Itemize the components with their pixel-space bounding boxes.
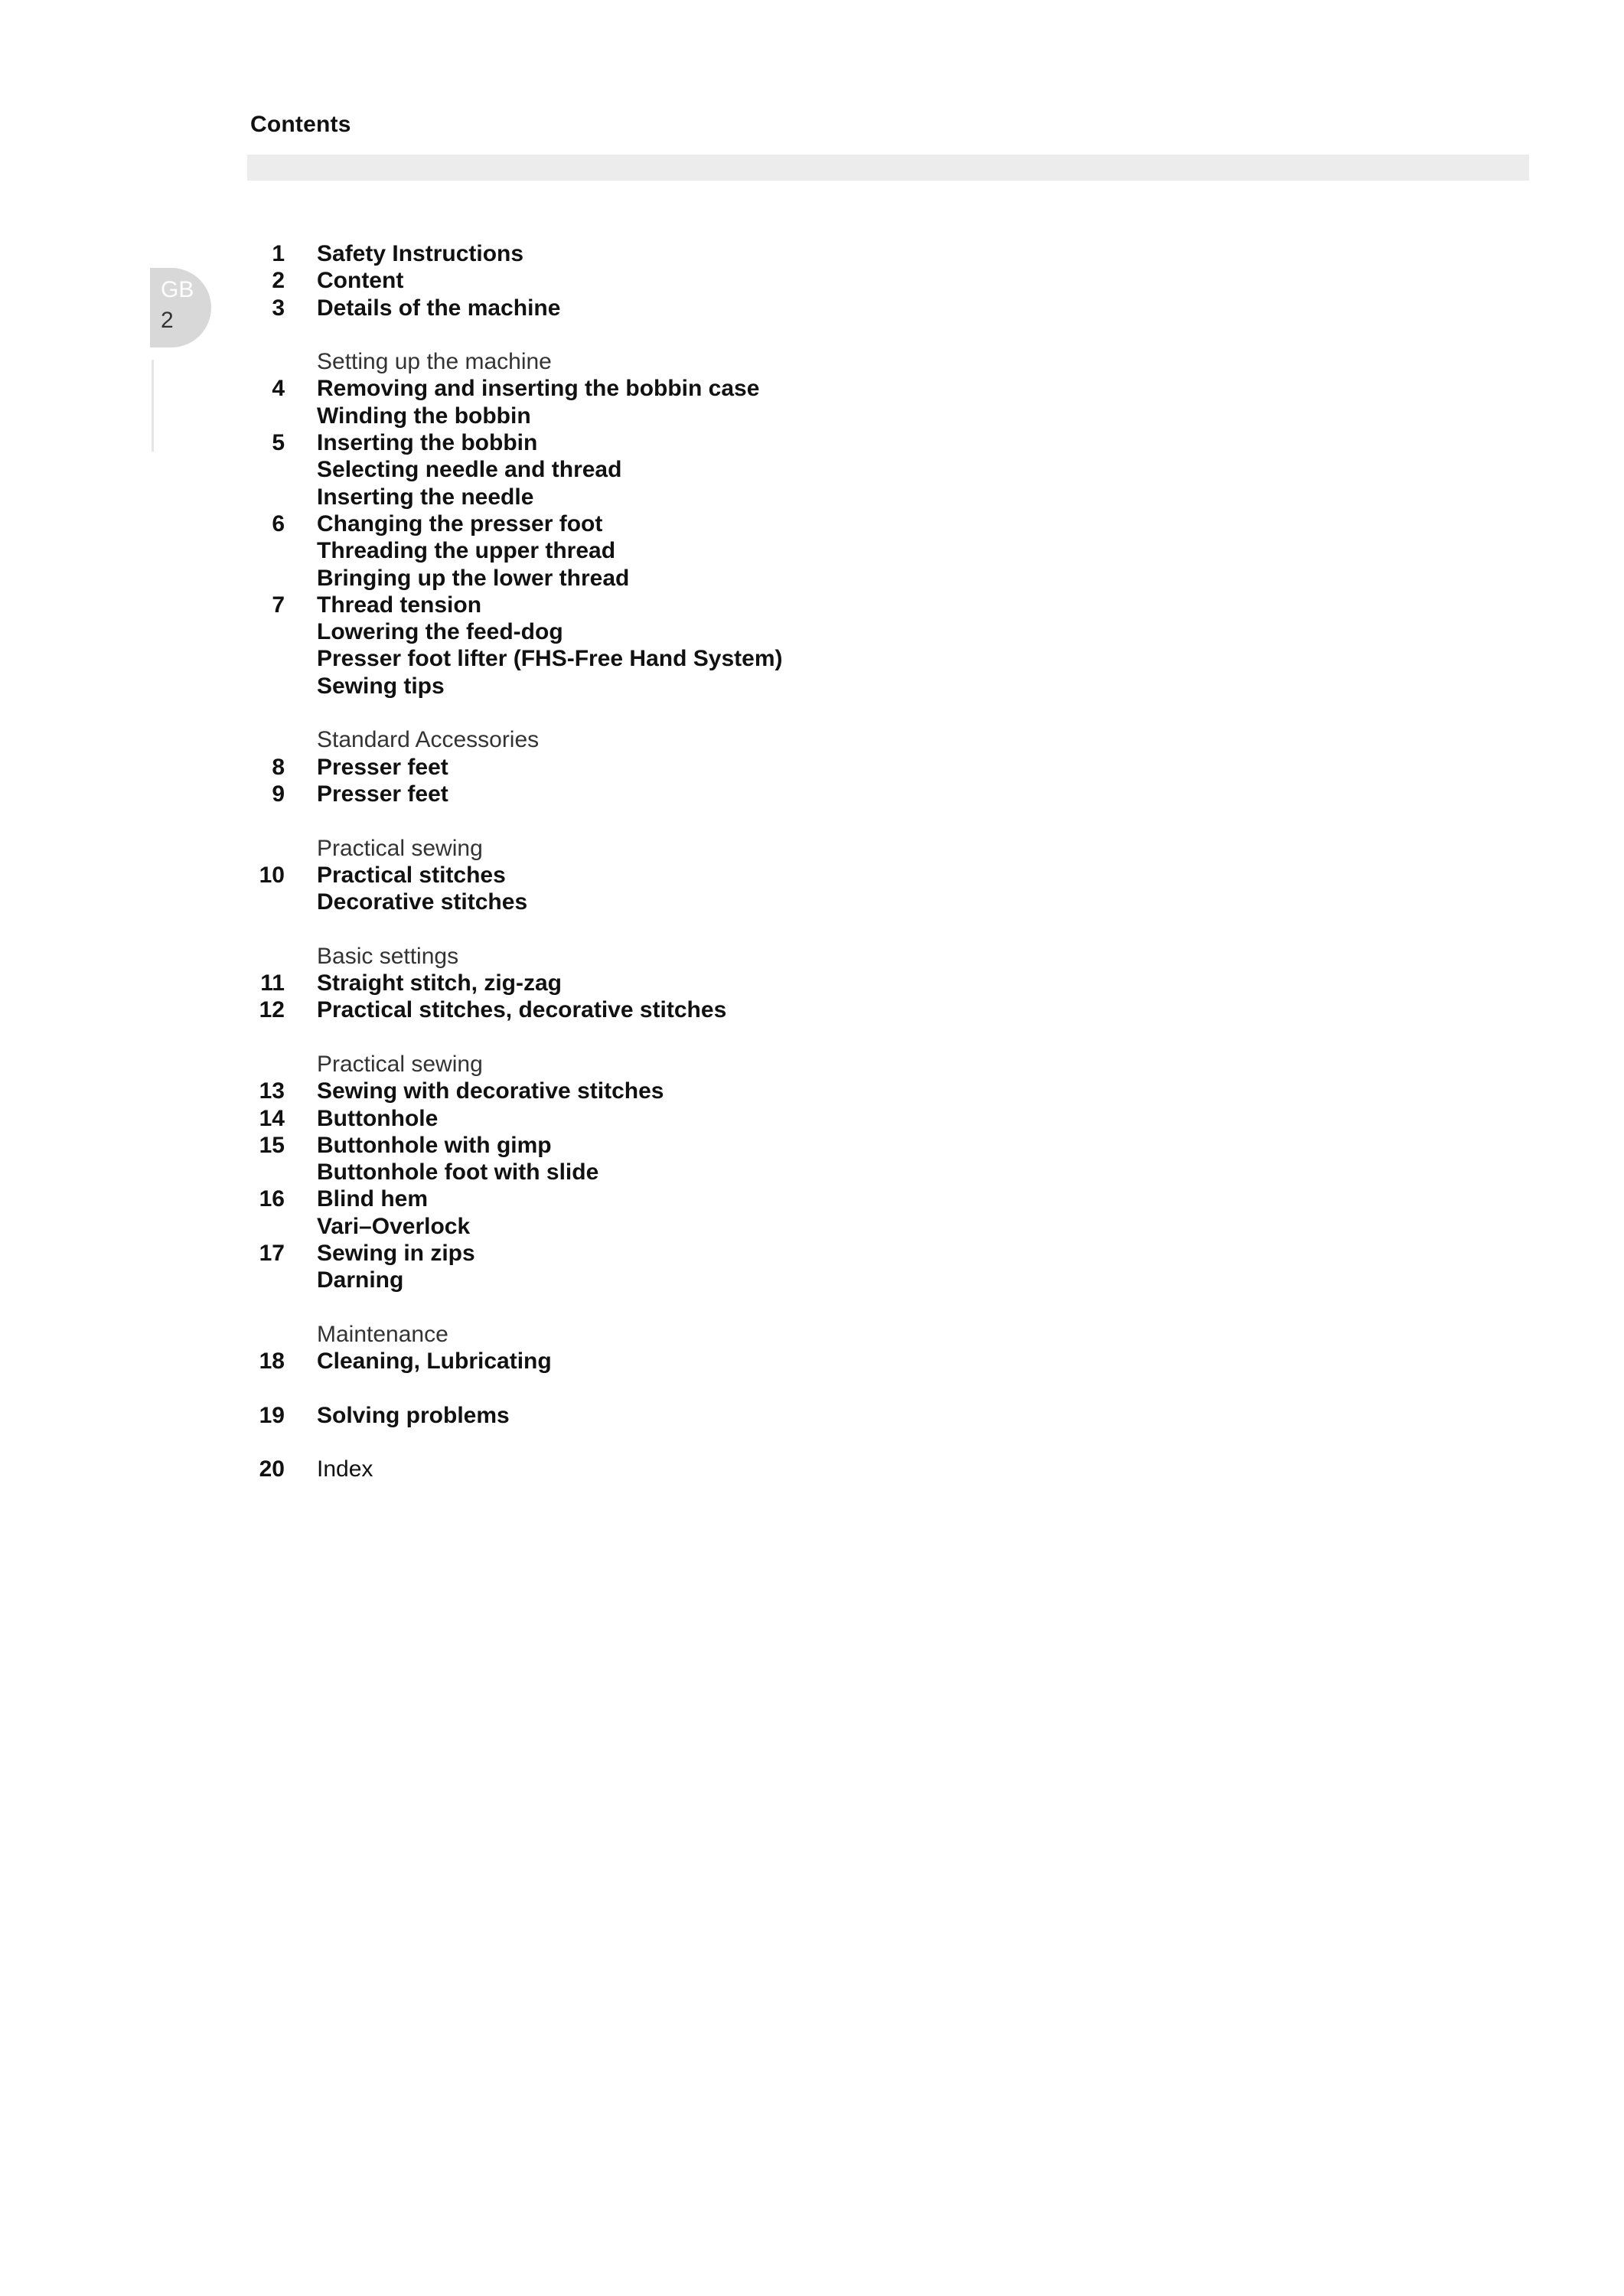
toc-entry bbox=[230, 267, 1301, 294]
toc-section-label: Basic settings bbox=[317, 943, 459, 969]
toc-entry-label: Solving problems bbox=[317, 1402, 510, 1428]
toc-entry bbox=[230, 781, 1301, 807]
toc-page-number: 17 bbox=[259, 1240, 285, 1266]
toc-entry-label: Presser feet bbox=[317, 754, 448, 780]
toc-entry bbox=[230, 375, 1301, 402]
toc-page-number: 4 bbox=[272, 376, 285, 402]
toc-entry-label: Buttonhole with gimp bbox=[317, 1132, 552, 1158]
header-bar bbox=[247, 155, 1529, 181]
toc-entry bbox=[230, 1078, 1301, 1104]
toc-section-label: Maintenance bbox=[317, 1321, 448, 1347]
page-title: Contents bbox=[250, 112, 351, 137]
toc-entry bbox=[230, 429, 1301, 456]
toc-entry bbox=[230, 1186, 1301, 1212]
toc-entry-label: Inserting the needle bbox=[317, 484, 534, 510]
toc-section-label: Standard Accessories bbox=[317, 727, 540, 753]
toc-entry-label: Decorative stitches bbox=[317, 889, 528, 915]
toc-section-heading bbox=[230, 348, 1301, 375]
toc-page-number: 5 bbox=[272, 430, 285, 456]
toc-entry bbox=[230, 240, 1301, 267]
page-number: 2 bbox=[161, 308, 174, 333]
toc-entry-label: Details of the machine bbox=[317, 295, 561, 321]
toc-spacer bbox=[230, 915, 1301, 942]
toc-page-number: 16 bbox=[259, 1186, 285, 1212]
toc-spacer bbox=[230, 1429, 1301, 1456]
toc-entry bbox=[230, 1267, 1301, 1293]
toc-entry-label: Removing and inserting the bobbin case bbox=[317, 376, 760, 402]
language-tab bbox=[150, 268, 211, 347]
toc-entry-label: Thread tension bbox=[317, 592, 482, 618]
toc-page-number: 18 bbox=[259, 1349, 285, 1375]
toc-spacer bbox=[230, 807, 1301, 834]
toc-entry bbox=[230, 565, 1301, 592]
toc-page-number: 8 bbox=[272, 754, 285, 780]
toc-entry-label: Practical stitches bbox=[317, 862, 506, 888]
toc-section-label: Setting up the machine bbox=[317, 349, 552, 375]
toc-entry bbox=[230, 1105, 1301, 1132]
toc-entry-label: Sewing in zips bbox=[317, 1240, 475, 1266]
toc-entry-label: Sewing with decorative stitches bbox=[317, 1078, 664, 1104]
toc-entry-label: Content bbox=[317, 268, 404, 294]
margin-line bbox=[152, 360, 154, 452]
toc-entry bbox=[230, 592, 1301, 618]
toc-spacer bbox=[230, 700, 1301, 726]
toc-page-number: 9 bbox=[272, 781, 285, 807]
toc-entry-label: Presser foot lifter (FHS-Free Hand System) bbox=[317, 646, 783, 672]
toc-entry-label: Darning bbox=[317, 1267, 404, 1293]
toc-entry bbox=[230, 673, 1301, 700]
toc-page-number: 6 bbox=[272, 510, 285, 536]
toc-entry bbox=[230, 1240, 1301, 1267]
toc-page-number: 10 bbox=[259, 862, 285, 888]
toc-entry bbox=[230, 1456, 1301, 1482]
toc-entry-label: Safety Instructions bbox=[317, 241, 524, 266]
toc-page-number: 15 bbox=[259, 1132, 285, 1158]
toc-entry bbox=[230, 537, 1301, 564]
toc-entry-label: Lowering the feed-dog bbox=[317, 619, 563, 645]
toc-page-number: 3 bbox=[272, 295, 285, 321]
toc-entry bbox=[230, 754, 1301, 781]
toc-page-number: 12 bbox=[259, 997, 285, 1023]
toc-entry bbox=[230, 645, 1301, 672]
toc-page-number: 1 bbox=[272, 241, 285, 266]
toc-page-number: 14 bbox=[259, 1105, 285, 1131]
toc-entry bbox=[230, 970, 1301, 996]
toc-page-number: 11 bbox=[260, 970, 285, 996]
toc-entry bbox=[230, 862, 1301, 889]
toc-page-number: 2 bbox=[272, 268, 285, 294]
table-of-contents bbox=[230, 240, 1301, 1483]
toc-entry bbox=[230, 1132, 1301, 1159]
toc-entry-label: Cleaning, Lubricating bbox=[317, 1349, 552, 1375]
toc-spacer bbox=[230, 321, 1301, 348]
toc-entry-label: Buttonhole bbox=[317, 1105, 439, 1131]
toc-entry bbox=[230, 618, 1301, 645]
toc-entry-label: Vari–Overlock bbox=[317, 1213, 471, 1239]
toc-section-heading bbox=[230, 835, 1301, 862]
toc-entry-label: Buttonhole foot with slide bbox=[317, 1159, 599, 1186]
toc-spacer bbox=[230, 1375, 1301, 1401]
toc-spacer bbox=[230, 1294, 1301, 1321]
toc-entry-label: Selecting needle and thread bbox=[317, 457, 622, 483]
language-code: GB bbox=[161, 277, 194, 302]
toc-page-number: 20 bbox=[259, 1456, 285, 1482]
toc-entry bbox=[230, 510, 1301, 537]
toc-entry-label: Changing the presser foot bbox=[317, 510, 603, 536]
toc-entry bbox=[230, 996, 1301, 1023]
toc-entry bbox=[230, 889, 1301, 915]
toc-section-heading bbox=[230, 726, 1301, 753]
toc-page-number: 13 bbox=[259, 1078, 285, 1104]
toc-entry bbox=[230, 403, 1301, 429]
toc-entry-label: Threading the upper thread bbox=[317, 538, 616, 564]
toc-entry-label: Practical stitches, decorative stitches bbox=[317, 997, 727, 1023]
toc-page-number: 19 bbox=[259, 1402, 285, 1428]
toc-entry bbox=[230, 295, 1301, 321]
toc-section-label: Practical sewing bbox=[317, 835, 483, 861]
toc-entry-label: Bringing up the lower thread bbox=[317, 565, 630, 591]
toc-spacer bbox=[230, 1024, 1301, 1051]
toc-entry-label: Presser feet bbox=[317, 781, 448, 807]
toc-section-heading bbox=[230, 1321, 1301, 1348]
toc-entry-label: Index bbox=[317, 1456, 373, 1482]
toc-entry bbox=[230, 1348, 1301, 1375]
toc-entry bbox=[230, 1159, 1301, 1186]
toc-section-label: Practical sewing bbox=[317, 1051, 483, 1077]
toc-entry-label: Blind hem bbox=[317, 1186, 429, 1212]
toc-section-heading bbox=[230, 1051, 1301, 1078]
toc-section-heading bbox=[230, 943, 1301, 970]
toc-entry-label: Inserting the bobbin bbox=[317, 430, 538, 456]
toc-entry bbox=[230, 456, 1301, 483]
toc-entry bbox=[230, 484, 1301, 510]
toc-entry bbox=[230, 1213, 1301, 1240]
toc-entry-label: Winding the bobbin bbox=[317, 403, 531, 429]
toc-entry bbox=[230, 1402, 1301, 1429]
toc-entry-label: Straight stitch, zig-zag bbox=[317, 970, 563, 996]
toc-page-number: 7 bbox=[272, 592, 285, 618]
toc-entry-label: Sewing tips bbox=[317, 673, 445, 699]
